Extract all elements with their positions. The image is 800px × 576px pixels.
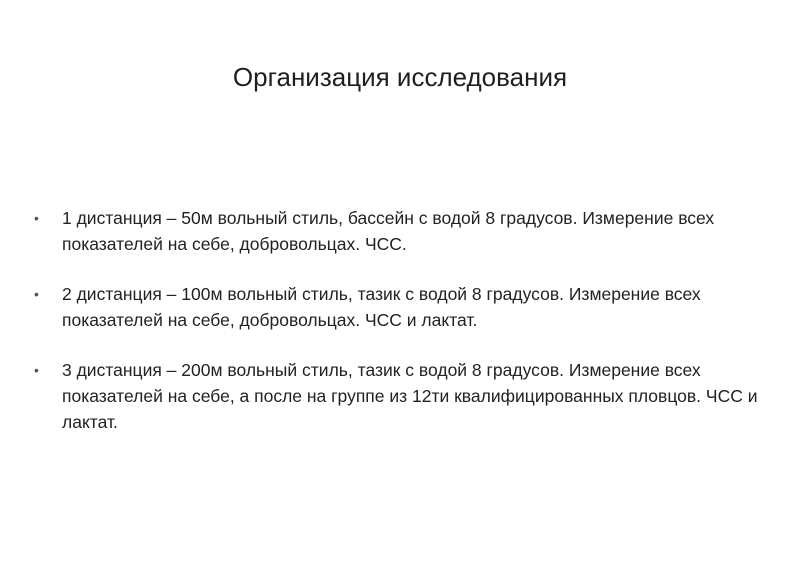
slide-title: Организация исследования [232, 62, 568, 92]
bullet-marker-icon: • [34, 210, 39, 226]
bullet-marker-icon: • [34, 362, 39, 378]
bullet-item-2 [34, 281, 774, 333]
bullet-text: 2 дистанция – 100м вольный стиль, тазик с водой 8 градусов. Измерение всех показателей на себе, добровольцах. ЧСС и лактат. [62, 284, 701, 330]
bullet-text: 3 дистанция – 200м вольный стиль, тазик с водой 8 градусов. Измерение всех показателей на себе, а после на группе из 12ти квалифицированных пловцов. ЧСС и лактат. [62, 360, 758, 432]
bullet-item-1 [34, 205, 774, 257]
bullet-list [34, 205, 774, 459]
bullet-marker-icon: • [34, 286, 39, 302]
bullet-text: 1 дистанция – 50м вольный стиль, бассейн с водой 8 градусов. Измерение всех показателей на себе, добровольцах. ЧСС. [62, 208, 715, 254]
bullet-item-3 [34, 357, 774, 435]
